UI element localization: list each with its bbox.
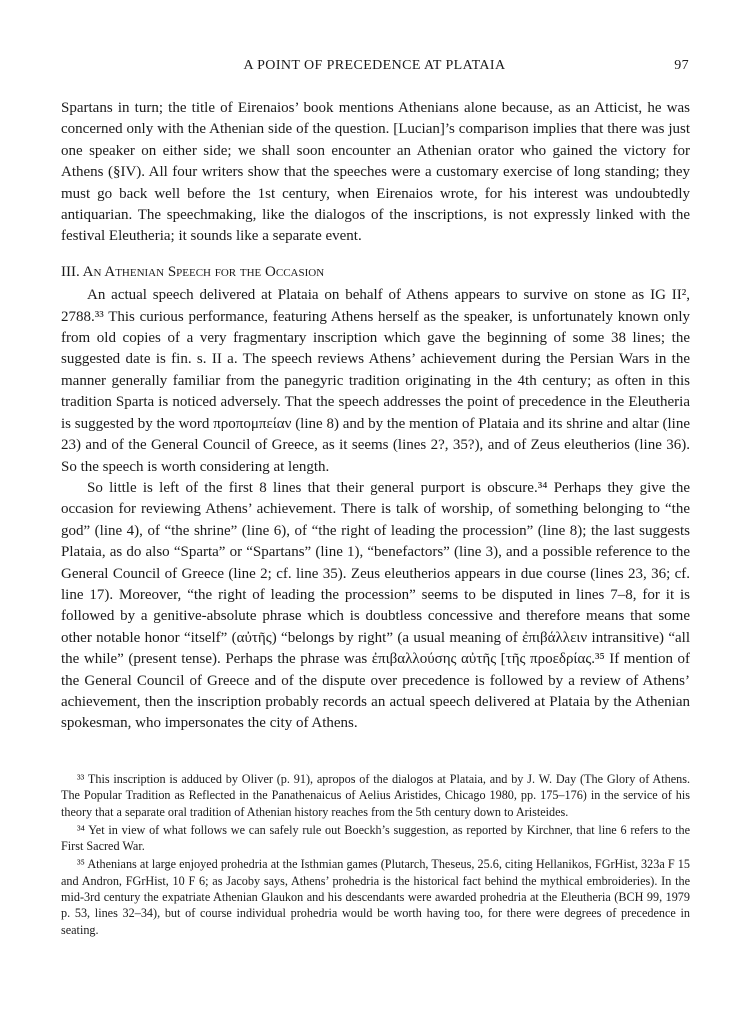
paragraph-2: An actual speech delivered at Plataia on behalf of Athens appears to survive on stone as IG II², 2788.³³ This curious performance, featuring Athens herself as the speaker, is unfortunately known only from old copies of a very fragmentary inscription which gave the beginning of some 38 lines; the suggested date is fin. s. II a. The speech reviews Athens’ achievement during the Persian Wars in the manner generally familiar from the panegyric tradition originating in the 4th century; as often in this tradition Sparta is noticed adversely. That the speech addresses the point of precedence in the Eleutheria is suggested by the word προπομπείαν (line 8) and by the mention of Plataia and its shrine and altar (line 23) and of the General Council of Greece, as it seems (lines 2?, 35?), and of Zeus eleutherios (line 36). So the speech is worth considering at length. xyxy=(61,287,690,475)
paragraph-3: So little is left of the first 8 lines that their general purport is obscure.³⁴ Perhaps they give the occasion for reviewing Athens’ achievement. There is talk of worship, of something belonging to “the god” (line 4), of “the shrine” (line 6), of “the right of leading the procession” (line 8); the last suggests Plataia, as do also “Sparta” or “Spartans” (line 1), “benefactors” (line 3), and a possible reference to the General Council of Greece (line 2; cf. line 35). Zeus eleutherios appears in due course (lines 23, 36; cf. line 17). Moreover, “the right of leading the procession” seems to be disputed in lines 7–8, for it is followed by a genitive-absolute phrase which is doubtless concessive and therefore means that some other notable honor “itself” (αὐτῆς) “belongs by right” (a usual meaning of ἐπιβάλλειν intransitive) “all the while” (present tense). Perhaps the phrase was ἐπιβαλλούσης αὐτῆς [τῆς προεδρίας.³⁵ If mention of the General Council of Greece and of the dispute over precedence is followed by a review of Athens’ achievement, then the inscription probably records an actual speech delivered at Plataia by the Athenian spokesman, who impersonates the city of Athens. xyxy=(61,479,690,732)
section-heading: III. An Athenian Speech for the Occasion xyxy=(61,263,325,280)
running-header xyxy=(60,58,689,78)
footnote-35: ³⁵ Athenians at large enjoyed prohedria at the Isthmian games (Plutarch, Theseus, 25.6, citing Hellanikos, FGrHist, 323a F 15 and Andron, FGrHist, 10 F 6; as Jacoby says, Athens’ prohedria is the historical fact behind the mythical embroideries). In the mid-3rd century the expatriate Athenian Glaukon and his descendants were awarded prohedria at the Eleutheria (BCH 99, 1979 p. 53, lines 32–34), but of course individual prohedria would be worth having too, for there were degrees of precedence in seating. xyxy=(61,857,690,937)
footnote-34: ³⁴ Yet in view of what follows we can safely rule out Boeckh’s suggestion, as reported by Kirchner, that line 6 refers to the First Sacred War. xyxy=(61,822,690,854)
running-title: A POINT OF PRECEDENCE AT PLATAIA xyxy=(243,58,506,73)
footnotes xyxy=(61,771,690,940)
paragraph-1: Spartans in turn; the title of Eirenaios’ book mentions Athenians alone because, as an Atticist, he was concerned only with the Athenian side of the question. [Lucian]’s comparison implies that there was just one speaker on either side; we shall soon encounter an Athenian orator who gained the victory for Athens (§IV). All four writers show that the speeches were a customary exercise of long standing; they must go back well before the 1st century, when Eirenaios wrote, for his interest was undoubtedly antiquarian. The speechmaking, like the dialogos of the inscriptions, is not expressly linked with the festival Eleutheria; it sounds like a separate event. xyxy=(61,100,690,245)
footnote-33: ³³ This inscription is adduced by Oliver (p. 91), apropos of the dialogos at Plataia, and by J. W. Day (The Glory of Athens. The Popular Tradition as Reflected in the Panathenaicus of Aelius Aristides, Chicago 1980, pp. 175–176) in the service of his theory that a separate oral tradition of Athenian history reaches from the 5th century down to Aristeides. xyxy=(61,772,690,819)
body-text xyxy=(61,98,690,735)
page-number: 97 xyxy=(674,58,689,73)
